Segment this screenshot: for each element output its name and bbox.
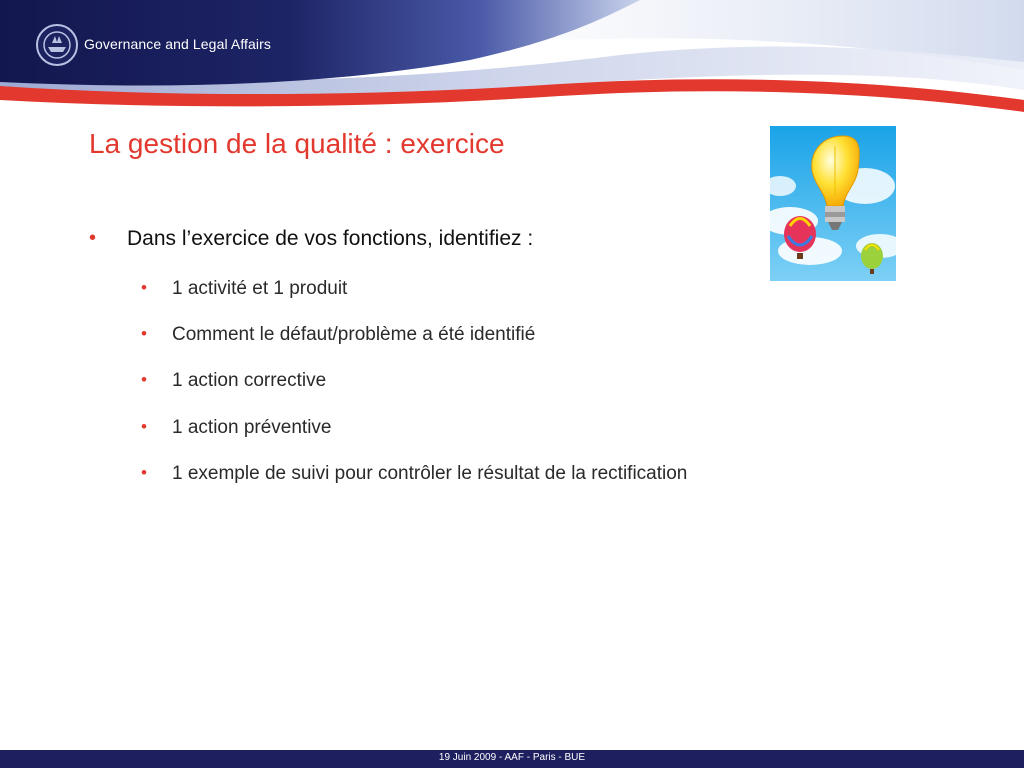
bullet-marker: •: [141, 278, 147, 297]
bullet-marker: •: [141, 463, 147, 482]
sub-bullet-text: 1 action corrective: [172, 370, 327, 391]
footer-text: 19 Juin 2009 - AAF - Paris - BUE: [438, 752, 586, 763]
sub-bullet: [141, 463, 688, 485]
main-bullet-text: Dans l’exercice de vos fonctions, identifiez :: [127, 227, 534, 250]
sub-bullet-text: Comment le défaut/problème a été identifié: [172, 324, 536, 345]
sub-bullet: [141, 417, 332, 439]
main-bullet: [89, 227, 534, 251]
bullet-marker: •: [141, 417, 147, 436]
sub-bullet-text: 1 exemple de suivi pour contrôler le résultat de la rectification: [172, 463, 688, 484]
sub-bullet-text: 1 activité et 1 produit: [172, 278, 348, 299]
sub-bullet: [141, 324, 536, 346]
lightbulb-balloons-icon: [770, 126, 896, 281]
header-banner: [0, 0, 1024, 120]
bullet-marker: •: [141, 324, 147, 343]
sub-bullet: [141, 370, 327, 392]
bullet-marker: •: [141, 370, 147, 389]
sub-bullet: [141, 278, 348, 300]
uefa-logo: [35, 23, 79, 67]
footer-bar: [0, 750, 1024, 768]
org-name: Governance and Legal Affairs: [84, 36, 272, 52]
sub-bullet-text: 1 action préventive: [172, 417, 332, 438]
bullet-marker: •: [89, 227, 97, 249]
header-swoosh: [0, 0, 1024, 120]
slide-title: La gestion de la qualité : exercice: [89, 128, 505, 159]
